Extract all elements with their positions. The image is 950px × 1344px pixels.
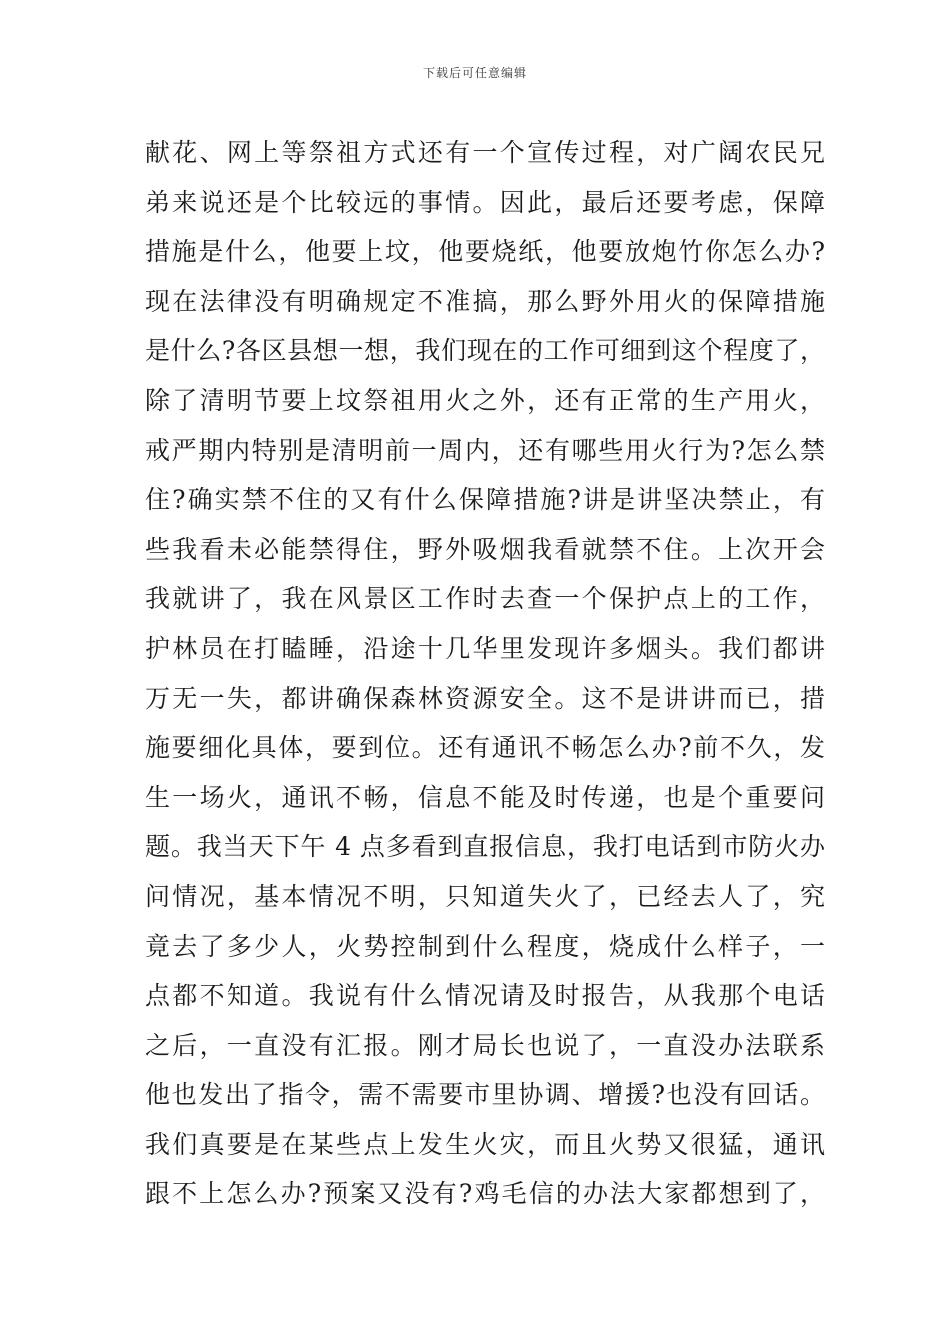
text-line: 我就讲了，我在风景区工作时去查一个保护点上的工作， <box>145 584 825 614</box>
text-line: 我们真要是在某些点上发生火灾，而且火势又很猛，通讯 <box>145 1129 825 1159</box>
text-line: 献花、网上等祭祖方式还有一个宣传过程，对广阔农民兄 <box>145 138 825 167</box>
text-line: 题。我当天下午 4 点多看到直报信息，我打电话到市防火办 <box>145 832 825 862</box>
text-line: 施要细化具体，要到位。还有通讯不畅怎么办?前不久，发 <box>145 733 825 763</box>
text-line: 之后，一直没有汇报。刚才局长也说了，一直没办法联系 <box>145 1030 825 1060</box>
text-line: 住?确实禁不住的又有什么保障措施?讲是讲坚决禁止，有 <box>145 485 825 515</box>
text-line: 措施是什么，他要上坟，他要烧纸，他要放炮竹你怎么办? <box>145 237 825 267</box>
text-line: 是什么?各区县想一想，我们现在的工作可细到这个程度了， <box>145 336 825 366</box>
text-line: 跟不上怎么办?预案又没有?鸡毛信的办法大家都想到了， <box>145 1179 825 1209</box>
text-line: 除了清明节要上坟祭祖用火之外，还有正常的生产用火， <box>145 385 825 415</box>
text-line: 竟去了多少人，火势控制到什么程度，烧成什么样子，一 <box>145 931 825 961</box>
text-line: 护林员在打瞌睡，沿途十几华里发现许多烟头。我们都讲 <box>145 633 825 663</box>
text-line: 现在法律没有明确规定不准搞，那么野外用火的保障措施 <box>145 286 825 316</box>
text-line: 问情况，基本情况不明，只知道失火了，已经去人了，究 <box>145 881 825 911</box>
text-line: 弟来说还是个比较远的事情。因此，最后还要考虑，保障 <box>145 187 825 217</box>
document-body <box>145 128 825 1219</box>
text-line: 戒严期内特别是清明前一周内，还有哪些用火行为?怎么禁 <box>145 435 825 465</box>
text-line: 万无一失，都讲确保森林资源安全。这不是讲讲而已，措 <box>145 683 825 713</box>
text-line: 点都不知道。我说有什么情况请及时报告，从我那个电话 <box>145 981 825 1011</box>
text-line: 生一场火，通讯不畅，信息不能及时传递，也是个重要问 <box>145 782 825 812</box>
text-line: 些我看未必能禁得住，野外吸烟我看就禁不住。上次开会 <box>145 534 825 564</box>
text-line: 他也发出了指令，需不需要市里协调、增援?也没有回话。 <box>145 1080 825 1110</box>
page-header: 下载后可任意编辑 <box>422 66 527 80</box>
